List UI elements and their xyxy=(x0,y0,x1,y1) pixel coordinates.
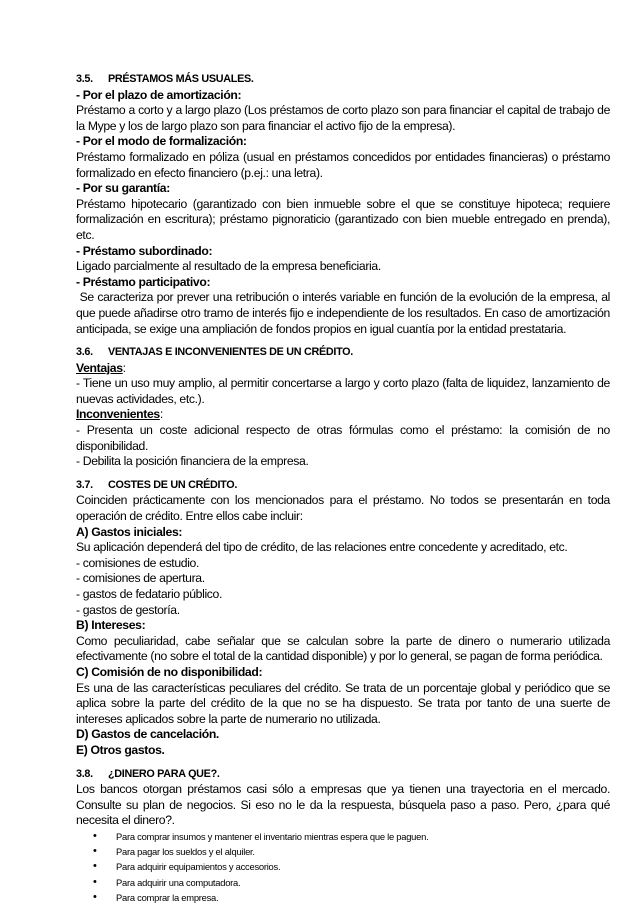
subheading: B) Intereses: xyxy=(76,618,146,633)
section-title: COSTES DE UN CRÉDITO. xyxy=(108,478,238,491)
list-item-text: Para adquirir equipamientos y accesorios. xyxy=(116,861,281,873)
paragraph: - Debilita la posición financiera de la empresa. xyxy=(76,454,309,469)
section-number: 3.7. xyxy=(76,478,93,491)
subheading: - Por el modo de formalización: xyxy=(76,134,247,149)
section-heading-3-7 xyxy=(76,478,610,494)
list-item xyxy=(76,844,610,859)
subheading: - Préstamo subordinado: xyxy=(76,243,213,258)
list-item xyxy=(76,859,610,874)
list-item xyxy=(76,829,610,844)
paragraph: Su aplicación dependerá del tipo de crédito, de las relaciones entre concedente y acreditado, etc. xyxy=(76,540,568,555)
paragraph: Es una de las características peculiares del crédito. Se trata de un porcentaje global y periódico que se aplica sobre la parte del crédito de la que no se ha dispuesto. Se trata por tanto de una suerte de intereses aplicados sobre la parte de numerario no utilizada. xyxy=(76,680,610,726)
list-item: - gastos de fedatario público. xyxy=(76,587,223,601)
subheading: E) Otros gastos. xyxy=(76,742,165,757)
list-item-text: Para adquirir una computadora. xyxy=(116,876,241,888)
paragraph: Préstamo hipotecario (garantizado con bien inmueble sobre el que se constituye hipoteca; requiere formalización en escritura); préstamo pignoraticio (garantizado con bien mueble entregado en prenda), etc. xyxy=(76,196,610,242)
ventajas-heading: Ventajas: xyxy=(76,360,126,375)
bullet-icon: • xyxy=(93,875,97,888)
bullet-icon: • xyxy=(93,890,97,903)
section-title: ¿DINERO PARA QUE?. xyxy=(108,767,220,780)
paragraph: - Tiene un uso muy amplio, al permitir concertarse a largo y corto plazo (falta de liquidez, lanzamiento de nuevas actividades, etc.). xyxy=(76,376,610,406)
document-page xyxy=(76,72,614,905)
ventajas-label: Ventajas xyxy=(76,360,123,375)
list-item: - gastos de gestoría. xyxy=(76,602,180,617)
bullet-icon: • xyxy=(93,860,97,873)
section-title: PRÉSTAMOS MÁS USUALES. xyxy=(108,73,254,85)
subheading: - Por su garantía: xyxy=(76,181,170,196)
list-item xyxy=(76,875,610,890)
subheading: - Por el plazo de amortización: xyxy=(76,87,242,102)
list-item: - comisiones de estudio. xyxy=(76,555,200,570)
bullet-list xyxy=(76,829,610,905)
paragraph: Ligado parcialmente al resultado de la empresa beneficiaria. xyxy=(76,259,381,274)
list-item-text: Para comprar la empresa. xyxy=(116,891,219,903)
section-heading-3-6 xyxy=(76,345,610,361)
subheading: A) Gastos iniciales: xyxy=(76,524,183,539)
list-item: - comisiones de apertura. xyxy=(76,571,205,586)
bullet-icon: • xyxy=(93,845,97,858)
section-number: 3.6. xyxy=(76,346,93,359)
paragraph: Préstamo formalizado en póliza (usual en préstamos concedidos por entidades financieras) o préstamo formalizado en efecto financiero (p.ej.: una letra). xyxy=(76,149,610,180)
list-item-text: Para pagar los sueldos y el alquiler. xyxy=(116,846,255,858)
subheading: C) Comisión de no disponibilidad: xyxy=(76,664,263,679)
paragraph: Como peculiaridad, cabe señalar que se calculan sobre la parte de dinero o numerario utilizada efectivamente (no sobre el total de la cantidad disponible) y por lo general, se pagan de forma periódica. xyxy=(76,633,610,664)
paragraph: Los bancos otorgan préstamos casi sólo a empresas que ya tienen una trayectoria en el mercado. Consulte su plan de negocios. Si eso no le da la respuesta, búsquela paso a paso. Pero, ¿para qué necesita el dinero?. xyxy=(76,782,610,828)
section-heading-3-8 xyxy=(76,767,610,783)
paragraph: Se caracteriza por prever una retribución o interés variable en función de la evolución de la empresa, al que puede añadirse otro tramo de interés fijo e independiente de los resultados. En caso de amortización anticipada, se exige una ampliación de fondos propios en igual cuantía por la entidad prestataria. xyxy=(76,290,614,336)
paragraph: Coinciden prácticamente con los mencionados para el préstamo. No todos se presentarán en toda operación de crédito. Entre ellos cabe incluir: xyxy=(76,493,610,524)
inconvenientes-heading: Inconvenientes: xyxy=(76,407,163,422)
paragraph: Préstamo a corto y a largo plazo (Los préstamos de corto plazo son para financiar el capital de trabajo de la Mype y los de largo plazo son para financiar el activo fijo de la empresa). xyxy=(76,103,610,133)
subheading: - Préstamo participativo: xyxy=(76,274,211,289)
section-heading-3-5 xyxy=(76,72,610,88)
section-title: VENTAJAS E INCONVENIENTES DE UN CRÉDITO. xyxy=(108,346,353,359)
inconvenientes-label: Inconvenientes xyxy=(76,407,160,422)
paragraph: - Presenta un coste adicional respecto de otras fórmulas como el préstamo: la comisión de no disponibilidad. xyxy=(76,423,610,453)
list-item-text: Para comprar insumos y mantener el inventario mientras espera que le paguen. xyxy=(116,830,429,842)
section-number: 3.8. xyxy=(76,767,93,780)
bullet-icon: • xyxy=(93,829,97,842)
section-number: 3.5. xyxy=(76,73,93,85)
subheading: D) Gastos de cancelación. xyxy=(76,727,219,742)
